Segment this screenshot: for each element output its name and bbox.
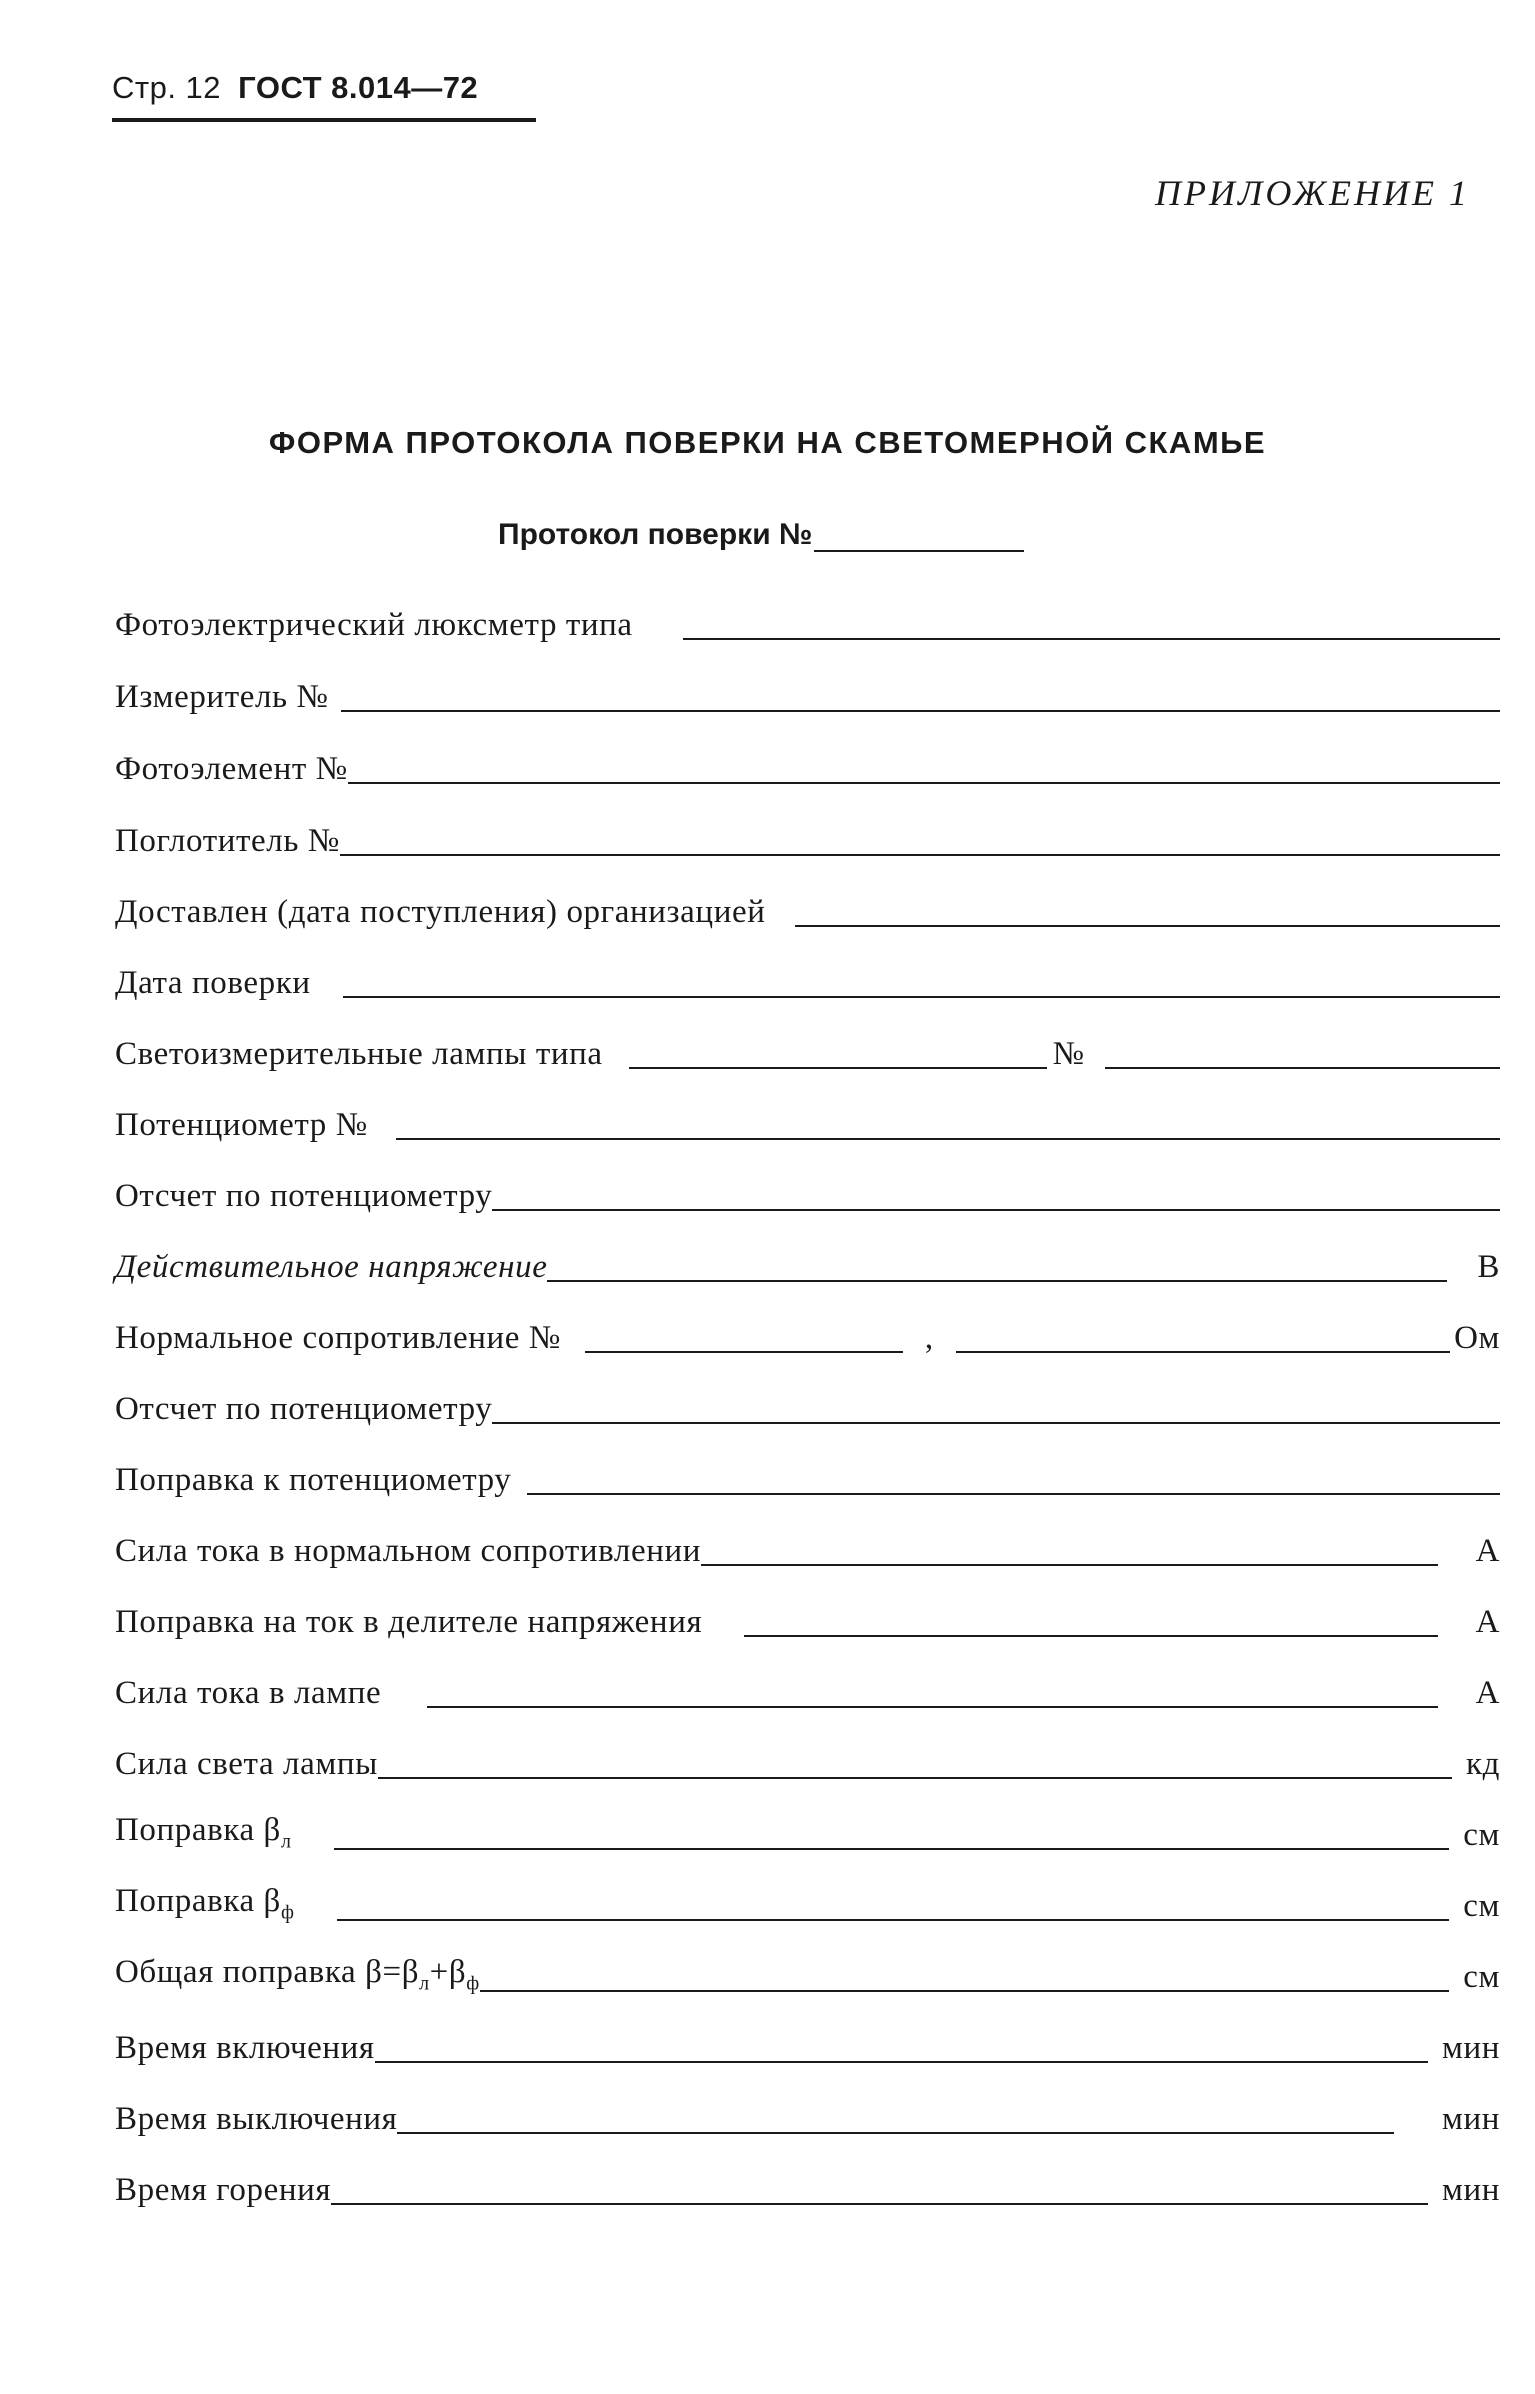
field-label-subscript: ф: [280, 1902, 295, 1924]
unit-label: В: [1477, 1249, 1500, 1285]
field-label: Доставлен (дата поступления) организацией: [115, 894, 766, 930]
blank-line[interactable]: [492, 1199, 1500, 1211]
field-label: Нормальное сопротивление №: [115, 1320, 561, 1356]
blank-line[interactable]: [378, 1767, 1452, 1779]
field-label: Измеритель №: [115, 679, 329, 715]
blank-line[interactable]: [397, 2122, 1394, 2134]
blank-line[interactable]: [701, 1554, 1438, 1566]
blank-line[interactable]: [585, 1341, 903, 1353]
field-label: Отсчет по потенциометру: [115, 1391, 493, 1427]
field-label-text: Поправка β: [115, 1812, 281, 1849]
form-title: ФОРМА ПРОТОКОЛА ПОВЕРКИ НА СВЕТОМЕРНОЙ СКАМЬЕ: [268, 425, 1267, 460]
unit-label: см: [1463, 1888, 1500, 1924]
field-potentiometer-number: [115, 1100, 1500, 1148]
blank-line[interactable]: [629, 1057, 1047, 1069]
field-label: Время выключения: [115, 2101, 398, 2137]
field-potentiometer-correction: [115, 1455, 1500, 1503]
field-label: Поглотитель №: [115, 823, 340, 859]
protocol-number-field[interactable]: [814, 524, 1024, 552]
field-potentiometer-reading-1: [115, 1171, 1500, 1219]
blank-line[interactable]: [527, 1483, 1500, 1495]
number-sign: №: [1052, 1036, 1085, 1072]
field-label: Фотоэлемент №: [115, 751, 348, 787]
field-switch-off-time: [115, 2094, 1500, 2142]
field-luxmeter-type: [115, 600, 1500, 648]
blank-line[interactable]: [341, 700, 1500, 712]
field-delivered-by: [115, 887, 1500, 935]
field-label: Действительное напряжение: [115, 1249, 548, 1285]
field-label: Отсчет по потенциометру: [115, 1178, 493, 1214]
field-verification-date: [115, 958, 1500, 1006]
blank-line[interactable]: [683, 628, 1500, 640]
unit-label: см: [1463, 1817, 1500, 1853]
field-label: [115, 1812, 292, 1858]
field-burning-time: [115, 2165, 1500, 2213]
field-label: Время горения: [115, 2172, 332, 2208]
field-switch-on-time: [115, 2023, 1500, 2071]
blank-line[interactable]: [334, 1838, 1450, 1850]
blank-line[interactable]: [348, 772, 1500, 784]
blank-line[interactable]: [956, 1341, 1450, 1353]
blank-line[interactable]: [375, 2051, 1428, 2063]
field-label: Поправка на ток в делителе напряжения: [115, 1604, 703, 1640]
field-label: Светоизмерительные лампы типа: [115, 1036, 603, 1072]
blank-line[interactable]: [492, 1412, 1500, 1424]
blank-line[interactable]: [480, 1980, 1449, 1992]
field-label: Дата поверки: [115, 965, 311, 1001]
blank-line[interactable]: [396, 1128, 1500, 1140]
unit-label: Ом: [1454, 1320, 1500, 1356]
protocol-subtitle: [498, 518, 1024, 552]
field-correction-beta-l: [115, 1810, 1500, 1858]
field-label: [115, 1954, 480, 2000]
field-potentiometer-reading-2: [115, 1384, 1500, 1432]
appendix-label: ПРИЛОЖЕНИЕ 1: [1155, 173, 1470, 213]
blank-line[interactable]: [340, 844, 1500, 856]
unit-label: А: [1475, 1675, 1500, 1711]
page-header: [112, 70, 478, 106]
unit-label: А: [1475, 1604, 1500, 1640]
field-label: Потенциометр №: [115, 1107, 368, 1143]
field-label-text: Общая поправка β=β: [115, 1954, 420, 1991]
field-lamp-type: [115, 1029, 1500, 1077]
field-label-subscript: ф: [466, 1973, 480, 1995]
field-label: Сила тока в нормальном сопротивлении: [115, 1533, 702, 1569]
field-label-subscript: л: [280, 1831, 292, 1853]
field-normal-resistance: [115, 1313, 1500, 1361]
blank-line[interactable]: [427, 1696, 1437, 1708]
unit-label: А: [1475, 1533, 1500, 1569]
blank-line[interactable]: [795, 915, 1500, 927]
field-label: Поправка к потенциометру: [115, 1462, 512, 1498]
unit-label: мин: [1441, 2101, 1500, 2137]
unit-label: см: [1463, 1959, 1500, 1995]
field-label: Сила света лампы: [115, 1746, 378, 1782]
protocol-subtitle-label: Протокол поверки №: [498, 518, 813, 551]
field-label: Фотоэлектрический люксметр типа: [115, 607, 633, 643]
unit-label: мин: [1441, 2030, 1500, 2066]
header-rule: [112, 118, 536, 122]
field-absorber-number: [115, 816, 1500, 864]
field-label-text: Поправка β: [115, 1883, 281, 1920]
field-photocell-number: [115, 744, 1500, 792]
standard-number: ГОСТ 8.014—72: [238, 70, 479, 105]
blank-line[interactable]: [337, 1909, 1450, 1921]
unit-label: кд: [1465, 1746, 1500, 1782]
blank-line[interactable]: [547, 1270, 1447, 1282]
field-label: Время включения: [115, 2030, 375, 2066]
field-label-subscript: л: [419, 1973, 430, 1995]
unit-label: мин: [1441, 2172, 1500, 2208]
field-divider-current-correction: [115, 1597, 1500, 1645]
field-label: [115, 1883, 295, 1929]
field-total-correction: [115, 1952, 1500, 2000]
blank-line[interactable]: [343, 986, 1500, 998]
field-current-normal-resistance: [115, 1526, 1500, 1574]
field-correction-beta-f: [115, 1881, 1500, 1929]
field-actual-voltage: [115, 1242, 1500, 1290]
separator: ,: [924, 1320, 934, 1356]
blank-line[interactable]: [1105, 1057, 1500, 1069]
field-meter-number: [115, 672, 1500, 720]
page-number: Стр. 12: [112, 70, 222, 105]
blank-line[interactable]: [744, 1625, 1437, 1637]
field-lamp-luminous-intensity: [115, 1739, 1500, 1787]
field-label: Сила тока в лампе: [115, 1675, 382, 1711]
blank-line[interactable]: [331, 2193, 1428, 2205]
field-lamp-current: [115, 1668, 1500, 1716]
field-label-text: +β: [429, 1954, 467, 1991]
